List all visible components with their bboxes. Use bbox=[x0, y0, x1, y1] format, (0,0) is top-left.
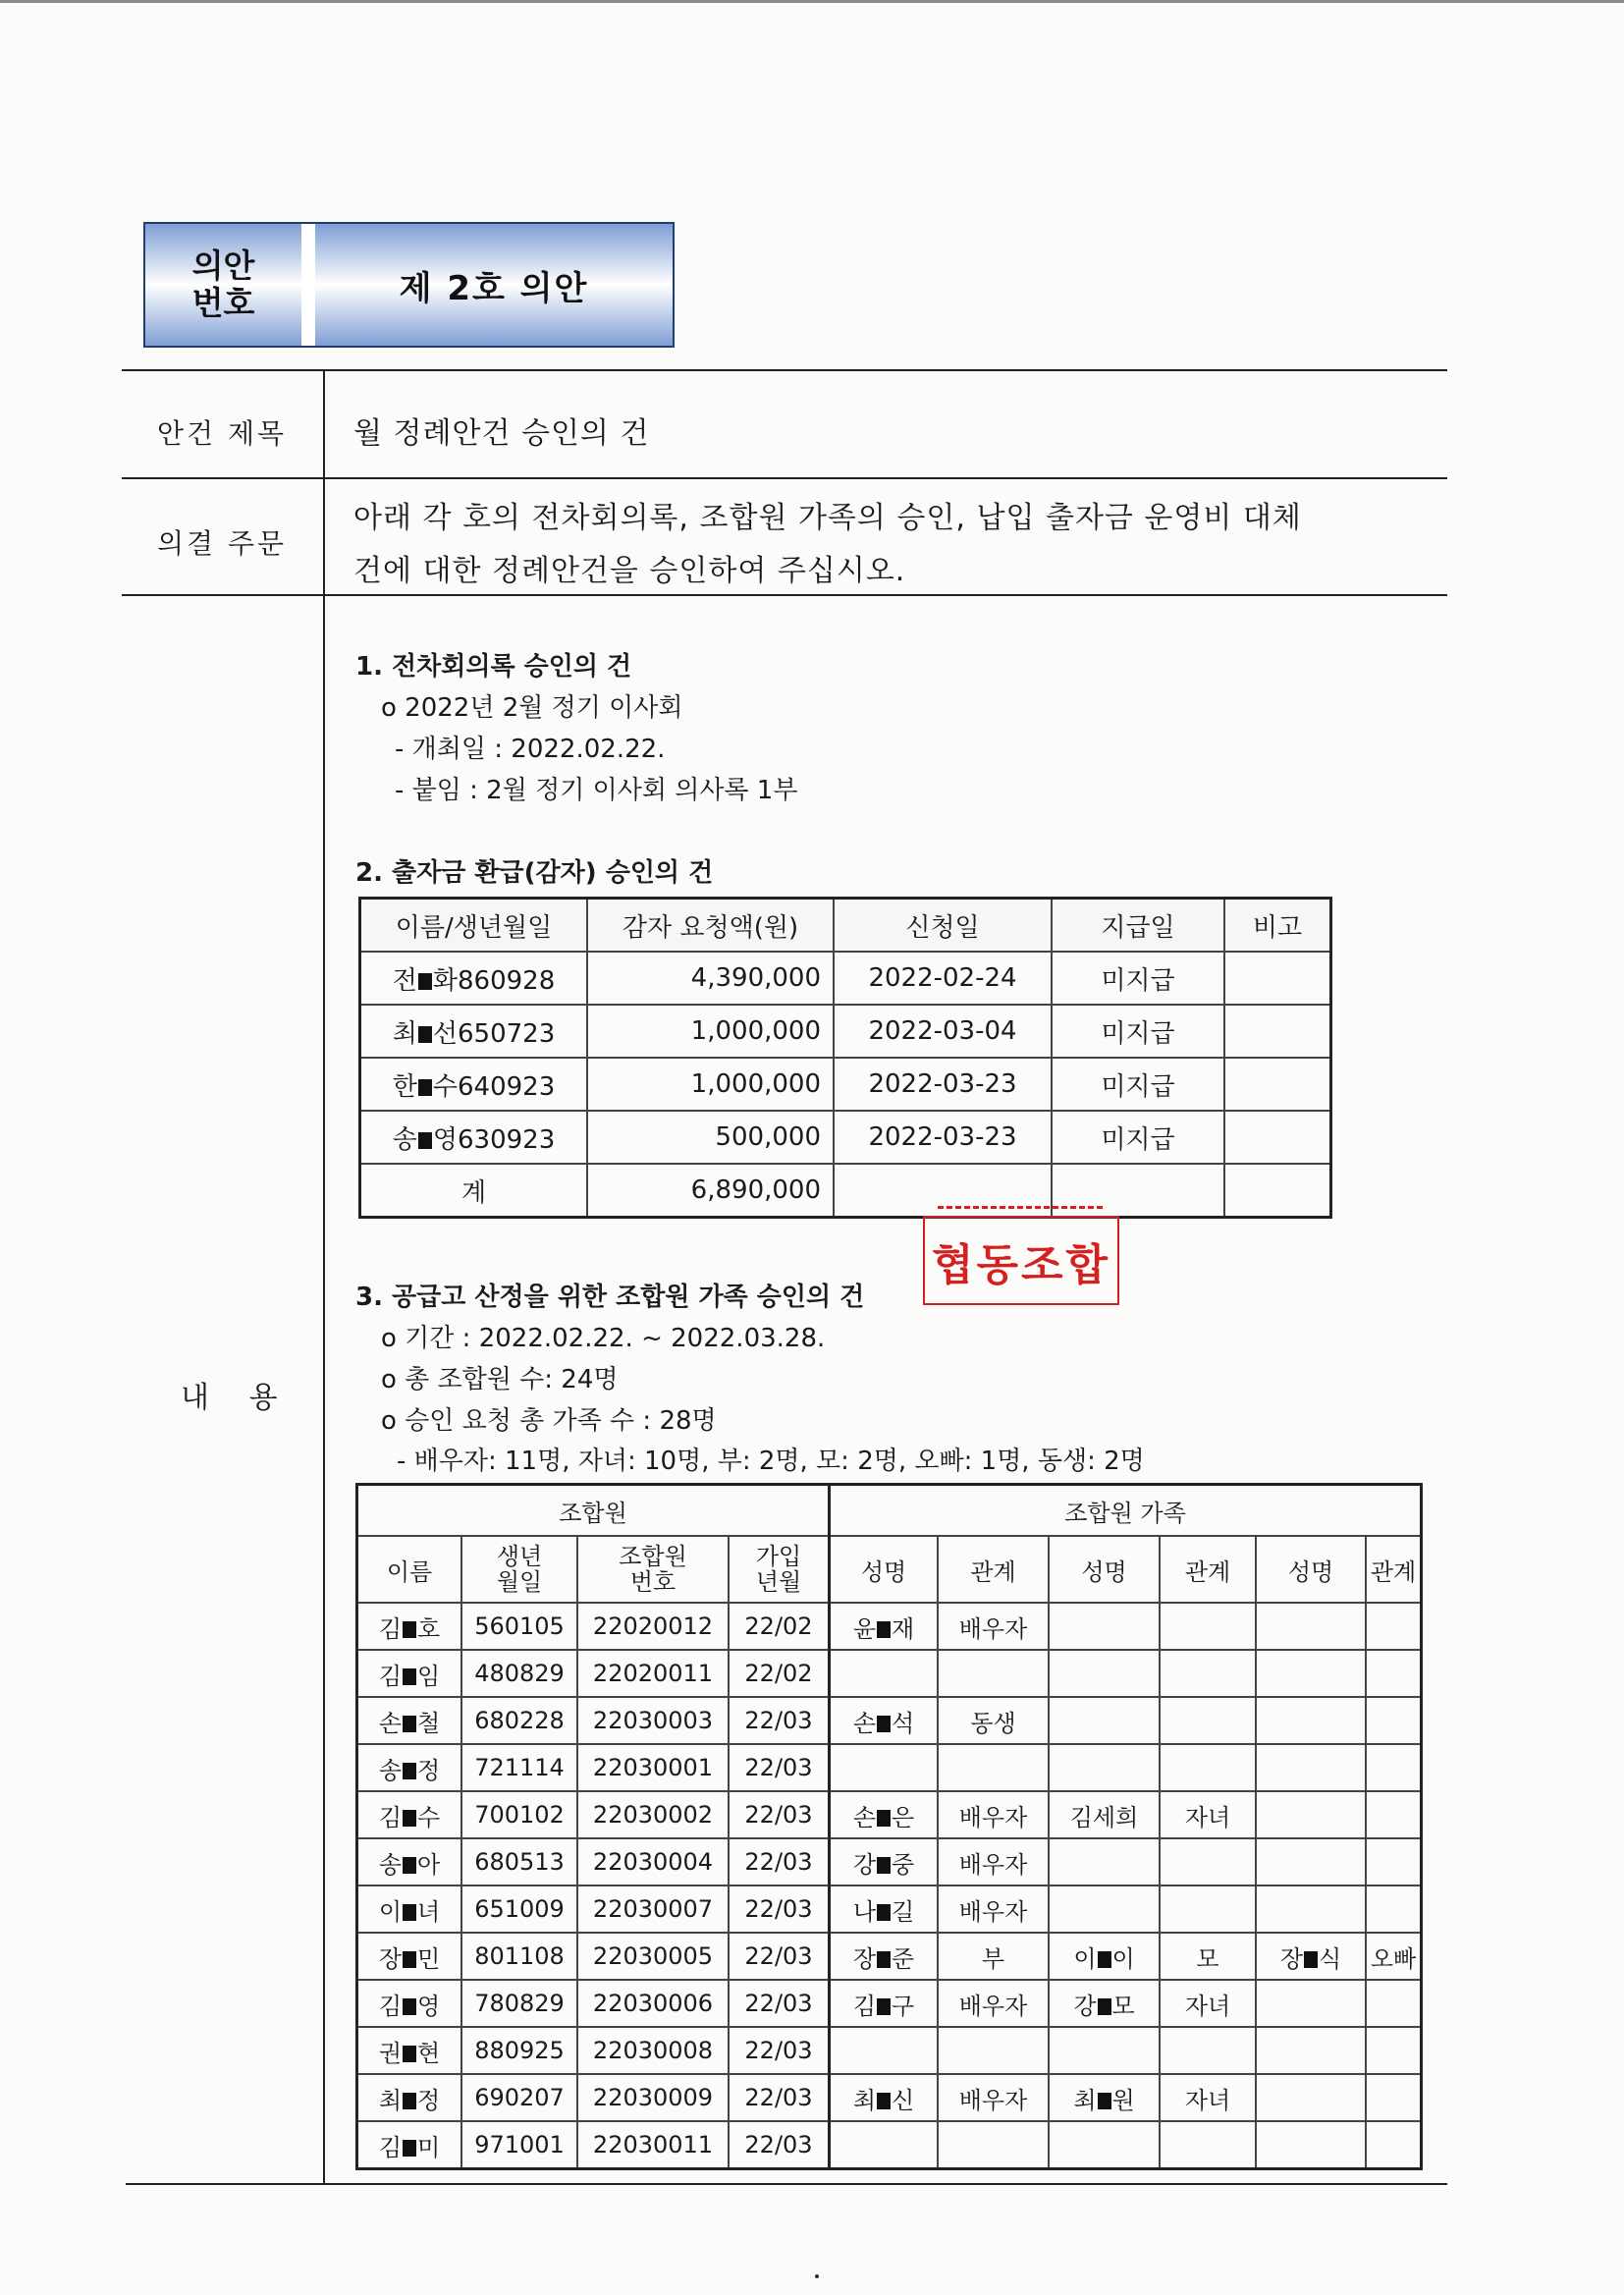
redaction-mark bbox=[403, 1998, 416, 2015]
refund-name bbox=[360, 952, 588, 1005]
redaction-mark bbox=[1304, 1951, 1318, 1968]
family-row bbox=[357, 1791, 1422, 1838]
family-relation: 배우자 bbox=[938, 1885, 1049, 1933]
agenda-number-label-line1: 의안 bbox=[191, 246, 255, 285]
name-part: 나 bbox=[852, 1897, 876, 1926]
agenda-number-label bbox=[145, 224, 301, 346]
refund-date: 2022-03-23 bbox=[834, 1058, 1052, 1111]
refund-date: 2022-03-23 bbox=[834, 1111, 1052, 1164]
member-join: 22/03 bbox=[729, 1791, 830, 1838]
family-relation: 배우자 bbox=[938, 2074, 1049, 2121]
member-name bbox=[357, 1885, 462, 1933]
name-part: 준 bbox=[892, 1944, 915, 1973]
section-3-breakdown: - 배우자: 11명, 자녀: 10명, 부: 2명, 모: 2명, 오빠: 1명, 동생: 2명 bbox=[397, 1447, 1145, 1476]
family-row bbox=[357, 1697, 1422, 1744]
member-join: 22/02 bbox=[729, 1650, 830, 1697]
redaction-mark bbox=[877, 1621, 891, 1638]
family-name bbox=[830, 1791, 939, 1838]
name-part: 김 bbox=[378, 2133, 402, 2161]
member-join: 22/03 bbox=[729, 2027, 830, 2074]
name-part: 손 bbox=[852, 1709, 876, 1737]
name-part: 구 bbox=[892, 1992, 915, 2020]
resolution-line-1: 아래 각 호의 전차회의록, 조합원 가족의 승인, 납입 출자금 운영비 대체 bbox=[353, 501, 1302, 535]
col-relation-2: 관계 bbox=[1160, 1536, 1256, 1603]
content-label: 내 용 bbox=[181, 1381, 281, 1415]
refund-note bbox=[1224, 1005, 1331, 1058]
redaction-mark bbox=[403, 1951, 416, 1968]
family-row bbox=[357, 2027, 1422, 2074]
member-name bbox=[357, 2027, 462, 2074]
family-relation: 배우자 bbox=[938, 1603, 1049, 1650]
redaction-mark bbox=[418, 1079, 432, 1096]
resolution-line-2: 건에 대한 정례안건을 승인하여 주십시오. bbox=[353, 554, 906, 588]
name-part: 정 bbox=[417, 1756, 441, 1784]
member-id: 22020012 bbox=[577, 1603, 729, 1650]
agenda-number-label-line2: 번호 bbox=[191, 284, 255, 322]
family-row bbox=[357, 1744, 1422, 1791]
family-name bbox=[1256, 1933, 1366, 1980]
family-name bbox=[1049, 1697, 1160, 1744]
resolution-label: 의결 주문 bbox=[157, 527, 288, 560]
name-part: 녀 bbox=[417, 1897, 441, 1926]
name-part: 이 bbox=[378, 1897, 402, 1926]
name-part: 호 bbox=[417, 1614, 441, 1643]
group-family-header: 조합원 가족 bbox=[830, 1485, 1422, 1537]
name-part: 최 bbox=[378, 2086, 402, 2114]
refund-date: 2022-02-24 bbox=[834, 952, 1052, 1005]
redaction-mark bbox=[877, 2093, 891, 2109]
family-relation bbox=[1366, 2121, 1422, 2169]
member-join: 22/03 bbox=[729, 1744, 830, 1791]
redaction-mark bbox=[403, 1763, 416, 1779]
family-name bbox=[1049, 1980, 1160, 2027]
redaction-mark bbox=[403, 1857, 416, 1874]
name-part: 재 bbox=[892, 1614, 915, 1643]
member-id: 22030005 bbox=[577, 1933, 729, 1980]
name-part: 영630923 bbox=[432, 1124, 556, 1155]
family-relation bbox=[1160, 1744, 1256, 1791]
family-relation: 배우자 bbox=[938, 1791, 1049, 1838]
member-birth: 690207 bbox=[461, 2074, 577, 2121]
member-join: 22/03 bbox=[729, 2121, 830, 2169]
name-part: 장 bbox=[1279, 1944, 1303, 1973]
name-part: 수640923 bbox=[432, 1071, 556, 1102]
name-part: 손 bbox=[378, 1709, 402, 1737]
redaction-mark bbox=[877, 1857, 891, 1874]
family-relation bbox=[1160, 1885, 1256, 1933]
family-name bbox=[1049, 1885, 1160, 1933]
name-part: 모 bbox=[1111, 1992, 1135, 2020]
family-table-header bbox=[357, 1536, 1422, 1603]
redaction-mark bbox=[403, 1668, 416, 1685]
family-name bbox=[1049, 1744, 1160, 1791]
member-birth: 680513 bbox=[461, 1838, 577, 1885]
section-1-date: - 개최일 : 2022.02.22. bbox=[395, 735, 666, 764]
name-part: 송 bbox=[378, 1850, 402, 1879]
page-mark bbox=[815, 2274, 819, 2278]
refund-paid: 미지급 bbox=[1052, 1111, 1224, 1164]
family-relation bbox=[1366, 1650, 1422, 1697]
family-relation: 동생 bbox=[938, 1697, 1049, 1744]
member-birth: 721114 bbox=[461, 1744, 577, 1791]
family-name bbox=[1256, 1885, 1366, 1933]
col-join: 가입 년월 bbox=[729, 1536, 830, 1603]
member-name bbox=[357, 1697, 462, 1744]
refund-name bbox=[360, 1111, 588, 1164]
name-part: 화860928 bbox=[432, 965, 556, 996]
family-name bbox=[1256, 1650, 1366, 1697]
col-family-name-2: 성명 bbox=[1049, 1536, 1160, 1603]
refund-row bbox=[360, 1058, 1331, 1111]
family-relation: 자녀 bbox=[1160, 2074, 1256, 2121]
redaction-mark bbox=[403, 2140, 416, 2157]
redaction-mark bbox=[1098, 1998, 1111, 2015]
family-name bbox=[1256, 2121, 1366, 2169]
col-name: 이름 bbox=[357, 1536, 462, 1603]
family-table-body bbox=[357, 1603, 1422, 2169]
member-id: 22030008 bbox=[577, 2027, 729, 2074]
frame-top-line bbox=[122, 369, 1447, 371]
family-row bbox=[357, 1838, 1422, 1885]
member-join: 22/03 bbox=[729, 1885, 830, 1933]
redaction-mark bbox=[418, 1132, 432, 1149]
family-relation bbox=[1160, 1838, 1256, 1885]
name-part: 최 bbox=[1073, 2086, 1097, 2114]
family-relation bbox=[938, 1744, 1049, 1791]
refund-note bbox=[1224, 1111, 1331, 1164]
name-part: 현 bbox=[417, 2039, 441, 2067]
name-part: 장 bbox=[378, 1944, 402, 1973]
refund-col-paid: 지급일 bbox=[1052, 899, 1224, 953]
col-family-name-1: 성명 bbox=[830, 1536, 939, 1603]
member-id: 22030006 bbox=[577, 1980, 729, 2027]
name-part: 중 bbox=[892, 1850, 915, 1879]
family-name bbox=[830, 1744, 939, 1791]
name-part: 김 bbox=[378, 1614, 402, 1643]
family-relation bbox=[1366, 1838, 1422, 1885]
section-3-heading: 3. 공급고 산정을 위한 조합원 가족 승인의 건 bbox=[355, 1283, 865, 1312]
family-row bbox=[357, 2074, 1422, 2121]
section-3-families: o 승인 요청 총 가족 수 : 28명 bbox=[381, 1406, 717, 1436]
section-3-period: o 기간 : 2022.02.22. ~ 2022.03.28. bbox=[381, 1324, 826, 1353]
col-member-id: 조합원 번호 bbox=[577, 1536, 729, 1603]
name-part: 최 bbox=[852, 2086, 876, 2114]
family-relation bbox=[938, 1650, 1049, 1697]
section-1-attachment: - 붙임 : 2월 정기 이사회 의사록 1부 bbox=[395, 776, 798, 805]
member-birth: 680228 bbox=[461, 1697, 577, 1744]
refund-total-label: 계 bbox=[360, 1164, 588, 1218]
refund-paid: 미지급 bbox=[1052, 952, 1224, 1005]
frame-line-2 bbox=[122, 477, 1447, 479]
refund-table-header bbox=[360, 899, 1331, 953]
member-name bbox=[357, 1980, 462, 2027]
family-relation bbox=[1160, 1650, 1256, 1697]
name-part: 송 bbox=[392, 1124, 417, 1155]
family-row bbox=[357, 1885, 1422, 1933]
member-id: 22030009 bbox=[577, 2074, 729, 2121]
name-part: 신 bbox=[892, 2086, 915, 2114]
family-relation bbox=[1160, 2027, 1256, 2074]
section-3-members: o 총 조합원 수: 24명 bbox=[381, 1365, 619, 1394]
refund-paid: 미지급 bbox=[1052, 1058, 1224, 1111]
member-name bbox=[357, 1744, 462, 1791]
member-join: 22/03 bbox=[729, 1838, 830, 1885]
family-name bbox=[1256, 1980, 1366, 2027]
member-id: 22030002 bbox=[577, 1791, 729, 1838]
redaction-mark bbox=[418, 1026, 432, 1043]
member-birth: 560105 bbox=[461, 1603, 577, 1650]
agenda-number-box bbox=[143, 222, 675, 348]
family-relation: 자녀 bbox=[1160, 1980, 1256, 2027]
refund-row bbox=[360, 1111, 1331, 1164]
family-relation bbox=[1366, 1744, 1422, 1791]
member-name bbox=[357, 2074, 462, 2121]
family-name bbox=[830, 1885, 939, 1933]
family-relation bbox=[938, 2027, 1049, 2074]
refund-row bbox=[360, 1005, 1331, 1058]
name-part: 손 bbox=[852, 1803, 876, 1831]
member-birth: 780829 bbox=[461, 1980, 577, 2027]
name-part: 철 bbox=[417, 1709, 441, 1737]
faded-stamp-mark bbox=[746, 1204, 913, 1273]
redaction-mark bbox=[403, 2046, 416, 2062]
header-divider bbox=[301, 224, 315, 346]
member-id: 22020011 bbox=[577, 1650, 729, 1697]
family-name bbox=[1256, 2027, 1366, 2074]
member-id: 22030007 bbox=[577, 1885, 729, 1933]
col-relation-3: 관계 bbox=[1366, 1536, 1422, 1603]
refund-amount: 1,000,000 bbox=[587, 1005, 834, 1058]
name-part: 식 bbox=[1319, 1944, 1342, 1973]
family-relation bbox=[1366, 1980, 1422, 2027]
name-part: 권 bbox=[378, 2039, 402, 2067]
family-name bbox=[1049, 1603, 1160, 1650]
family-name bbox=[1049, 2074, 1160, 2121]
name-part: 수 bbox=[417, 1803, 441, 1831]
name-part: 장 bbox=[852, 1944, 876, 1973]
redaction-mark bbox=[1098, 2093, 1111, 2109]
refund-amount: 1,000,000 bbox=[587, 1058, 834, 1111]
family-relation: 부 bbox=[938, 1933, 1049, 1980]
name-part: 미 bbox=[417, 2133, 441, 2161]
name-part: 김 bbox=[378, 1662, 402, 1690]
member-birth: 801108 bbox=[461, 1933, 577, 1980]
family-row bbox=[357, 2121, 1422, 2169]
member-name bbox=[357, 1838, 462, 1885]
family-name bbox=[1049, 1838, 1160, 1885]
name-part: 선650723 bbox=[432, 1018, 556, 1049]
name-part: 아 bbox=[417, 1850, 441, 1879]
family-relation: 배우자 bbox=[938, 1980, 1049, 2027]
section-1-heading: 1. 전차회의록 승인의 건 bbox=[355, 652, 632, 682]
family-name bbox=[1049, 2027, 1160, 2074]
refund-total-empty bbox=[1224, 1164, 1331, 1218]
name-part: 윤 bbox=[852, 1614, 876, 1643]
family-relation bbox=[938, 2121, 1049, 2169]
family-relation bbox=[1160, 1603, 1256, 1650]
redaction-mark bbox=[877, 1998, 891, 2015]
family-name bbox=[830, 1603, 939, 1650]
agenda-number-value: 제 2호 의안 bbox=[315, 224, 673, 346]
family-relation bbox=[1366, 2074, 1422, 2121]
family-name bbox=[830, 1980, 939, 2027]
name-part: 전 bbox=[392, 965, 417, 996]
name-part: 임 bbox=[417, 1662, 441, 1690]
family-relation bbox=[1160, 1697, 1256, 1744]
redaction-mark bbox=[877, 1716, 891, 1732]
refund-name bbox=[360, 1005, 588, 1058]
name-part: 민 bbox=[417, 1944, 441, 1973]
name-part: 정 bbox=[417, 2086, 441, 2114]
family-row bbox=[357, 1603, 1422, 1650]
member-birth: 880925 bbox=[461, 2027, 577, 2074]
section-1-item: o 2022년 2월 정기 이사회 bbox=[381, 693, 683, 723]
family-name bbox=[1049, 1650, 1160, 1697]
refund-col-name: 이름/생년월일 bbox=[360, 899, 588, 953]
section-2-heading: 2. 출자금 환급(감자) 승인의 건 bbox=[355, 858, 714, 888]
refund-name bbox=[360, 1058, 588, 1111]
member-name bbox=[357, 1650, 462, 1697]
refund-total-amount: 6,890,000 bbox=[587, 1164, 834, 1218]
family-name bbox=[1256, 1603, 1366, 1650]
name-part: 강 bbox=[1073, 1992, 1097, 2020]
family-name bbox=[1256, 1697, 1366, 1744]
refund-note bbox=[1224, 1058, 1331, 1111]
name-part: 최 bbox=[392, 1018, 417, 1049]
redaction-mark bbox=[877, 1810, 891, 1827]
family-name bbox=[1256, 1744, 1366, 1791]
family-table-group-row bbox=[357, 1485, 1422, 1537]
redaction-mark bbox=[877, 1951, 891, 1968]
member-join: 22/03 bbox=[729, 1933, 830, 1980]
family-relation: 배우자 bbox=[938, 1838, 1049, 1885]
family-row bbox=[357, 1650, 1422, 1697]
member-join: 22/03 bbox=[729, 1697, 830, 1744]
refund-paid: 미지급 bbox=[1052, 1005, 1224, 1058]
cooperative-seal-stamp: 협동조합 bbox=[923, 1216, 1119, 1305]
family-relation bbox=[1366, 1603, 1422, 1650]
title-label: 안건 제목 bbox=[157, 417, 288, 450]
name-part: 강 bbox=[852, 1850, 876, 1879]
family-relation: 자녀 bbox=[1160, 1791, 1256, 1838]
frame-line-3 bbox=[122, 594, 1447, 596]
family-name bbox=[1256, 2074, 1366, 2121]
refund-date: 2022-03-04 bbox=[834, 1005, 1052, 1058]
family-relation bbox=[1366, 1885, 1422, 1933]
frame-label-divider bbox=[323, 369, 325, 2184]
member-join: 22/02 bbox=[729, 1603, 830, 1650]
family-table bbox=[355, 1483, 1423, 2170]
redaction-mark bbox=[403, 1904, 416, 1921]
name-part: 한 bbox=[392, 1071, 417, 1102]
family-relation: 모 bbox=[1160, 1933, 1256, 1980]
col-relation-1: 관계 bbox=[938, 1536, 1049, 1603]
redaction-mark bbox=[877, 1904, 891, 1921]
family-row bbox=[357, 1933, 1422, 1980]
family-relation: 오빠 bbox=[1366, 1933, 1422, 1980]
name-part: 영 bbox=[417, 1992, 441, 2020]
family-name bbox=[830, 1838, 939, 1885]
name-part: 이 bbox=[1111, 1944, 1135, 1973]
redaction-mark bbox=[403, 1716, 416, 1732]
family-name bbox=[830, 1650, 939, 1697]
name-part: 은 bbox=[892, 1803, 915, 1831]
redaction-mark bbox=[1098, 1951, 1111, 1968]
refund-col-note: 비고 bbox=[1224, 899, 1331, 953]
member-name bbox=[357, 2121, 462, 2169]
name-part: 원 bbox=[1111, 2086, 1135, 2114]
refund-table bbox=[358, 897, 1332, 1219]
family-name: 김세희 bbox=[1049, 1791, 1160, 1838]
redaction-mark bbox=[403, 1621, 416, 1638]
family-relation bbox=[1366, 2027, 1422, 2074]
name-part: 김 bbox=[378, 1992, 402, 2020]
member-birth: 480829 bbox=[461, 1650, 577, 1697]
family-relation bbox=[1366, 1697, 1422, 1744]
member-birth: 700102 bbox=[461, 1791, 577, 1838]
redaction-mark bbox=[403, 2093, 416, 2109]
member-id: 22030011 bbox=[577, 2121, 729, 2169]
member-id: 22030003 bbox=[577, 1697, 729, 1744]
member-name bbox=[357, 1603, 462, 1650]
col-birth: 생년 월일 bbox=[461, 1536, 577, 1603]
name-part: 길 bbox=[892, 1897, 915, 1926]
family-name bbox=[830, 1697, 939, 1744]
member-join: 22/03 bbox=[729, 2074, 830, 2121]
refund-amount: 4,390,000 bbox=[587, 952, 834, 1005]
member-join: 22/03 bbox=[729, 1980, 830, 2027]
redaction-mark bbox=[418, 973, 432, 990]
name-part: 김 bbox=[378, 1803, 402, 1831]
member-birth: 651009 bbox=[461, 1885, 577, 1933]
refund-row bbox=[360, 952, 1331, 1005]
name-part: 이 bbox=[1073, 1944, 1097, 1973]
refund-col-date: 신청일 bbox=[834, 899, 1052, 953]
member-id: 22030004 bbox=[577, 1838, 729, 1885]
top-edge-line bbox=[0, 0, 1624, 3]
family-name bbox=[830, 1933, 939, 1980]
member-name bbox=[357, 1933, 462, 1980]
name-part: 김 bbox=[852, 1992, 876, 2020]
family-name bbox=[1049, 1933, 1160, 1980]
name-part: 송 bbox=[378, 1756, 402, 1784]
family-name bbox=[1256, 1791, 1366, 1838]
refund-col-amount: 감자 요청액(원) bbox=[587, 899, 834, 953]
family-relation bbox=[1366, 1791, 1422, 1838]
family-name bbox=[830, 2074, 939, 2121]
refund-note bbox=[1224, 952, 1331, 1005]
family-name bbox=[830, 2121, 939, 2169]
refund-amount: 500,000 bbox=[587, 1111, 834, 1164]
redaction-mark bbox=[403, 1810, 416, 1827]
family-name bbox=[830, 2027, 939, 2074]
group-member-header: 조합원 bbox=[357, 1485, 830, 1537]
family-relation bbox=[1160, 2121, 1256, 2169]
member-birth: 971001 bbox=[461, 2121, 577, 2169]
family-name bbox=[1256, 1838, 1366, 1885]
col-family-name-3: 성명 bbox=[1256, 1536, 1366, 1603]
member-name bbox=[357, 1791, 462, 1838]
family-name bbox=[1049, 2121, 1160, 2169]
family-row bbox=[357, 1980, 1422, 2027]
name-part: 석 bbox=[892, 1709, 915, 1737]
title-value: 월 정례안건 승인의 건 bbox=[353, 416, 650, 451]
member-id: 22030001 bbox=[577, 1744, 729, 1791]
